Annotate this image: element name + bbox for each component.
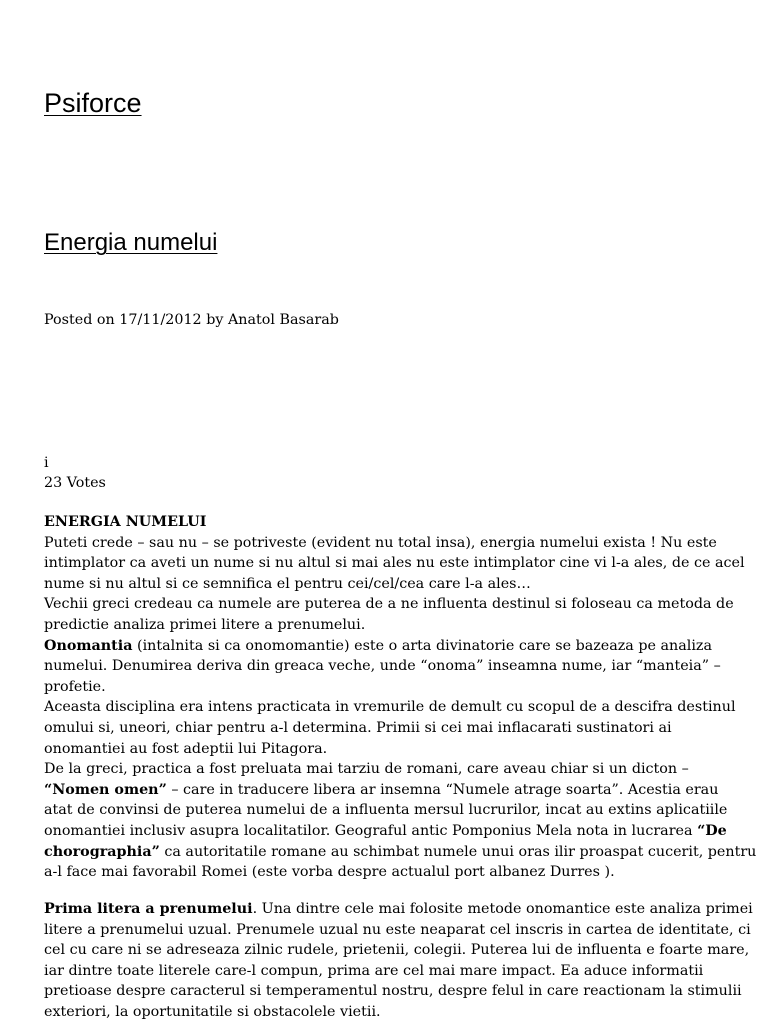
paragraph-line: atat de convinsi de puterea numelui de a influenta mersul lucrurilor, incat au extins aplicatiile bbox=[44, 802, 728, 819]
post-title-link[interactable]: Energia numelui bbox=[44, 229, 218, 256]
paragraph-line: predictie analiza primei litere a prenumelui. bbox=[44, 616, 366, 633]
paragraph-line: Onomantia (intalnita si ca onomomantie) este o arta divinatorie care se bazeaza pe analiza bbox=[44, 637, 712, 654]
paragraph-line: litere a prenumelui uzual. Prenumele uzual nu este neaparat cel inscris in cartea de identitate, ci bbox=[44, 921, 751, 938]
paragraph-line: onomantiei inclusiv asupra localitatilor. Geograful antic Pomponius Mela nota in lucrarea “De bbox=[44, 822, 727, 839]
paragraph-line: nume si nu altul si ce semnifica el pentru cei/cel/cea care l-a ales… bbox=[44, 575, 531, 592]
site-title-link[interactable]: Psiforce bbox=[44, 88, 142, 118]
paragraph-line: Vechii greci credeau ca numele are puterea de a ne influenta destinul si foloseau ca metoda de bbox=[44, 596, 734, 613]
paragraph-line: Aceasta disciplina era intens practicata in vremurile de demult cu scopul de a descifra destinul bbox=[44, 699, 736, 716]
paragraph-line: iar dintre toate literele care-l compun, prima are cel mai mare impact. Ea aduce informatii bbox=[44, 962, 704, 979]
paragraph-line: “Nomen omen” – care in traducere libera ar insemna “Numele atrage soarta”. Acestia erau bbox=[44, 781, 719, 798]
paragraph-line: Puteti crede – sau nu – se potriveste (evident nu total insa), energia numelui exista ! Nu este bbox=[44, 534, 717, 551]
paragraph-line: Prima litera a prenumelui. Una dintre cele mai folosite metode onomantice este analiza primei bbox=[44, 901, 753, 917]
article-body-section-2 bbox=[44, 899, 753, 1023]
term-nomen-omen: “Nomen omen” bbox=[44, 781, 167, 798]
post-meta: Posted on 17/11/2012 by Anatol Basarab bbox=[44, 312, 339, 328]
paragraph-line: chorographia” ca autoritatile romane au schimbat numele unui oras ilir proaspat cucerit, pentru bbox=[44, 843, 757, 860]
term-de: “De bbox=[697, 822, 727, 839]
vote-count: 23 Votes bbox=[44, 475, 106, 491]
paragraph-line: a-l face mai favorabil Romei (este vorba despre actualul port albanez Durres ). bbox=[44, 864, 615, 881]
paragraph-line: intimplator ca aveti un nume si nu altul si mai ales nu este intimplator cine vi l-a ales, de ce acel bbox=[44, 555, 745, 572]
paragraph-line: De la greci, practica a fost preluata mai tarziu de romani, care aveau chiar si un dicton – bbox=[44, 761, 689, 778]
term-chorographia: chorographia” bbox=[44, 843, 160, 860]
paragraph-line: omului si, uneori, chiar pentru a-l determina. Primii si cei mai inflacarati sustinatori ai bbox=[44, 719, 672, 736]
article-heading: ENERGIA NUMELUI bbox=[44, 514, 207, 530]
paragraph-line: pretioase despre caracterul si temperamentul nostru, despre felul in care reactionam la stimulii bbox=[44, 983, 742, 1000]
article-body bbox=[44, 512, 757, 883]
term-prima-litera: Prima litera a prenumelui bbox=[44, 901, 253, 917]
paragraph-line: numelui. Denumirea deriva din greaca veche, unde “onoma” inseamna nume, iar “manteia” – bbox=[44, 658, 721, 675]
paragraph-line: cel cu care ni se adreseaza zilnic rudele, prietenii, colegii. Puterea lui de influenta e foarte mare, bbox=[44, 942, 750, 959]
paragraph-line: exteriori, la oportunitatile si obstacolele vietii. bbox=[44, 1003, 381, 1020]
term-onomantia: Onomantia bbox=[44, 637, 133, 654]
paragraph-line: onomantiei au fost adeptii lui Pitagora. bbox=[44, 740, 328, 757]
paragraph-line: profetie. bbox=[44, 678, 106, 695]
rating-info-icon[interactable]: i bbox=[44, 455, 49, 471]
